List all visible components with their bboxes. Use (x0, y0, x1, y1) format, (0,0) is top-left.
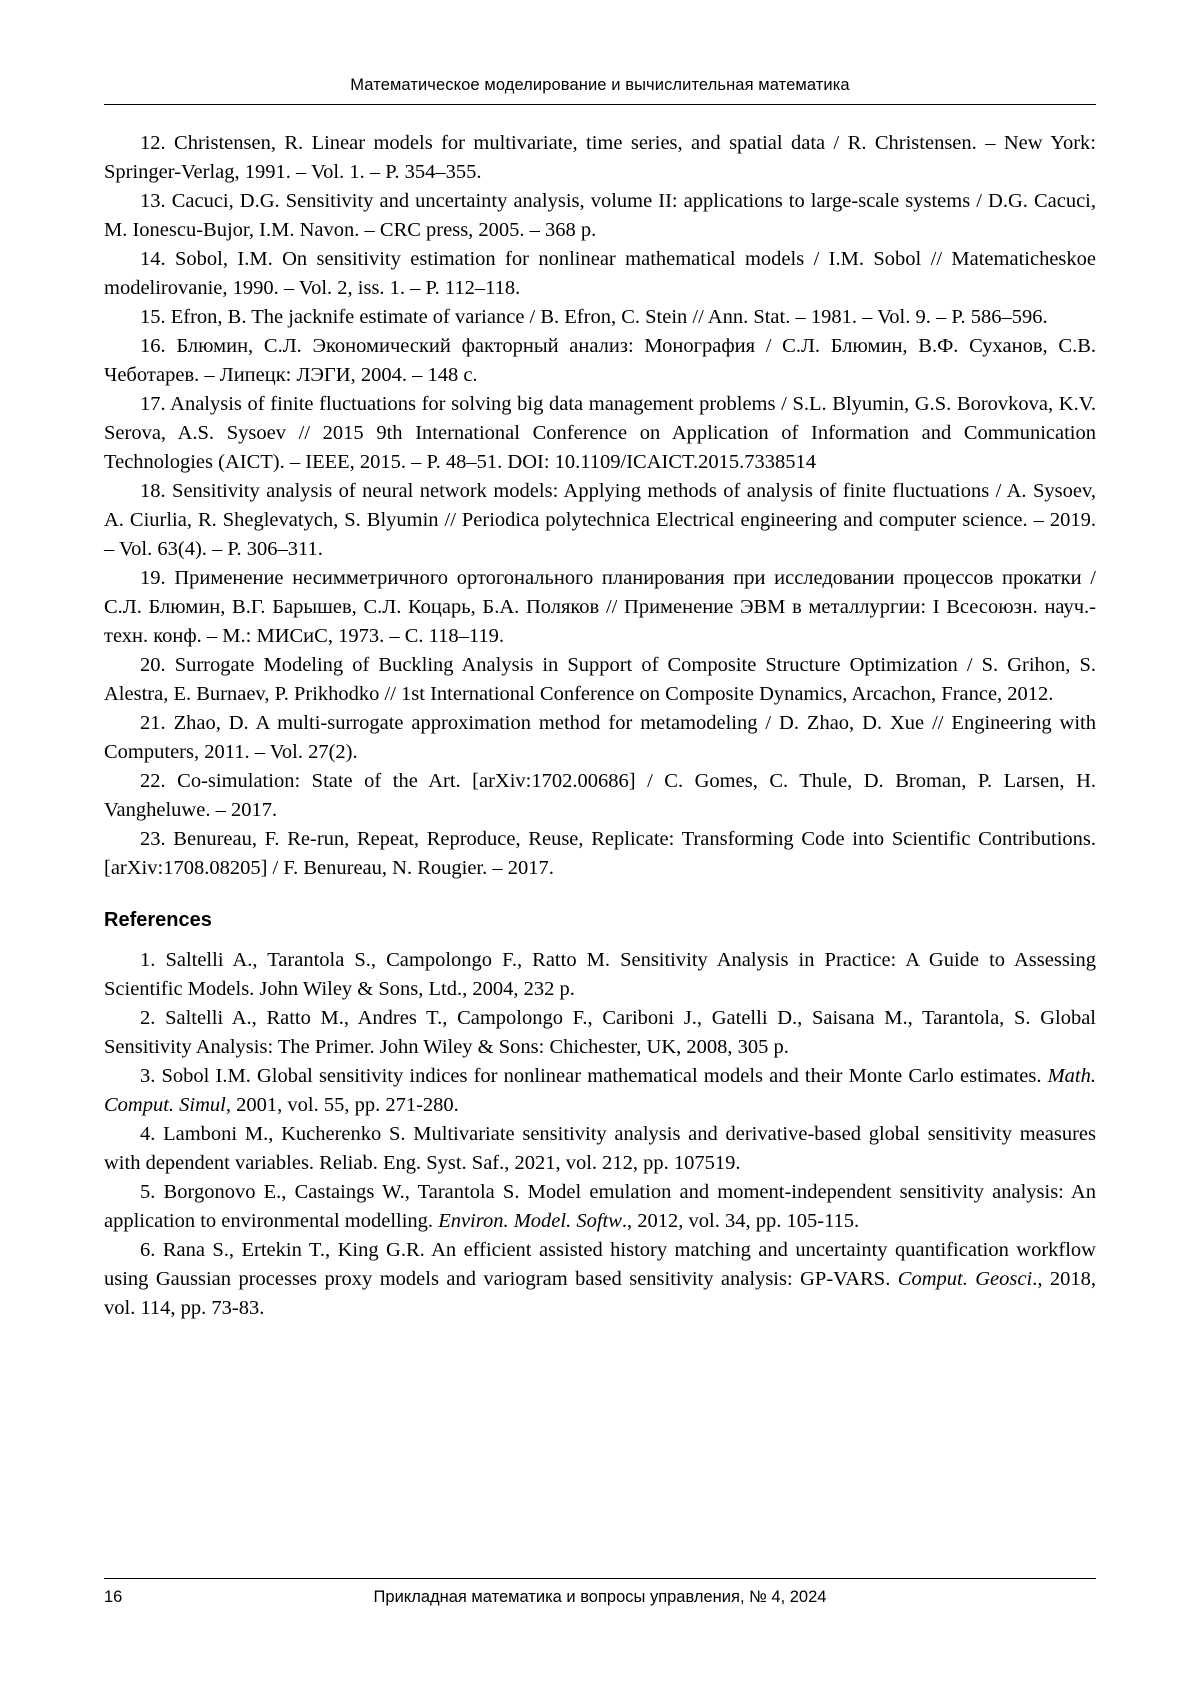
reference-text: 6. Rana S., Ertekin T., King G.R. An efficient assisted history matching and uncertainty quantification workflow using Gaussian processes proxy models and variogram based sensitivity analysis: GP-VARS. (104, 1239, 1096, 1290)
page-number: 16 (104, 1588, 123, 1606)
bibliography-entry: 15. Efron, B. The jacknife estimate of variance / B. Efron, C. Stein // Ann. Stat. – 1981. – Vol. 9. – P. 586–596. (140, 306, 1048, 328)
journal-line: Прикладная математика и вопросы управления, № 4, 2024 (373, 1588, 827, 1606)
page-content (104, 0, 1096, 1323)
running-head: Математическое моделирование и вычислительная математика (350, 76, 850, 94)
bibliography-list (104, 129, 1096, 883)
reference-entry (104, 1004, 1096, 1062)
reference-text: 1. Saltelli A., Tarantola S., Campolongo F., Ratto M. Sensitivity Analysis in Practice: A Guide to Assessing Scientific Models. John Wiley & Sons, Ltd., 2004, 232 p. (104, 949, 1096, 1000)
reference-text-tail: ., 2012, vol. 34, pp. 105-115. (621, 1210, 860, 1232)
bibliography-entry: 22. Co-simulation: State of the Art. [arXiv:1702.00686] / C. Gomes, C. Thule, D. Broman, P. Larsen, H. Vangheluwe. – 2017. (104, 770, 1096, 821)
reference-text: 5. Borgonovo E., Castaings W., Tarantola S. Model emulation and moment-independent sensitivity analysis: An application to environmental modelling. (104, 1181, 1096, 1232)
bibliography-entry: 17. Analysis of finite fluctuations for solving big data management problems / S.L. Blyumin, G.S. Borovkova, K.V. Serova, A.S. Sysoev // 2015 9th International Conference on Application of Information and Communication Technologies (AICT). – IEEE, 2015. – P. 48–51. DOI: 10.1109/ICAICT.2015.7338514 (104, 393, 1096, 473)
reference-entry (104, 1236, 1096, 1323)
reference-text: 3. Sobol I.M. Global sensitivity indices for nonlinear mathematical models and their Monte Carlo estimates. (140, 1065, 1048, 1087)
bibliography-entry: 18. Sensitivity analysis of neural network models: Applying methods of analysis of finite fluctuations / A. Sysoev, A. Ciurlia, R. Sheglevatych, S. Blyumin // Periodica polytechnica Electrical engineering and computer science. – 2019. – Vol. 63(4). – P. 306–311. (104, 480, 1096, 560)
bibliography-entry: 13. Cacuci, D.G. Sensitivity and uncertainty analysis, volume II: applications to large-scale systems / D.G. Cacuci, M. Ionescu-Bujor, I.M. Navon. – CRC press, 2005. – 368 p. (104, 190, 1096, 241)
footer-rule (104, 1578, 1096, 1579)
references-heading: References (104, 909, 212, 931)
references-list (104, 946, 1096, 1323)
reference-entry (104, 1178, 1096, 1236)
reference-entry (104, 1062, 1096, 1120)
reference-text: 2. Saltelli A., Ratto M., Andres T., Campolongo F., Cariboni J., Gatelli D., Saisana M., Tarantola, S. Global Sensitivity Analysis: The Primer. John Wiley & Sons: Chichester, UK, 2008, 305 p. (104, 1007, 1096, 1058)
reference-text: 4. Lamboni M., Kucherenko S. Multivariate sensitivity analysis and derivative-based global sensitivity measures with dependent variables. Reliab. Eng. Syst. Saf., 2021, vol. 212, pp. 107519. (104, 1123, 1096, 1174)
bibliography-entry: 23. Benureau, F. Re-run, Repeat, Reproduce, Reuse, Replicate: Transforming Code into Scientific Contributions. [arXiv:1708.08205] / F. Benureau, N. Rougier. – 2017. (104, 828, 1096, 879)
header-rule (104, 104, 1096, 105)
bibliography-entry: 12. Christensen, R. Linear models for multivariate, time series, and spatial data / R. Christensen. – New York: Springer-Verlag, 1991. – Vol. 1. – P. 354–355. (104, 132, 1096, 183)
bibliography-entry: 16. Блюмин, С.Л. Экономический факторный анализ: Монография / С.Л. Блюмин, В.Ф. Суханов, С.В. Чеботарев. – Липецк: ЛЭГИ, 2004. – 148 с. (104, 335, 1096, 386)
page-footer (104, 1578, 1096, 1612)
reference-text-tail: ., 2018, vol. 114, pp. 73-83. (104, 1268, 1097, 1319)
bibliography-entry: 20. Surrogate Modeling of Buckling Analysis in Support of Composite Structure Optimization / S. Grihon, S. Alestra, E. Burnaev, P. Prikhodko // 1st International Conference on Composite Dynamics, Arcachon, France, 2012. (104, 654, 1096, 705)
reference-journal: Math. Comput. Simul (104, 1065, 1096, 1116)
footer-row (104, 1588, 1096, 1612)
reference-text-tail: , 2001, vol. 55, pp. 271-280. (225, 1094, 459, 1116)
reference-journal: Environ. Model. Softw (438, 1210, 622, 1232)
bibliography-entry: 19. Применение несимметричного ортогонального планирования при исследовании процессов прокатки / С.Л. Блюмин, В.Г. Барышев, С.Л. Коцарь, Б.А. Поляков // Применение ЭВМ в металлургии: I Всесоюзн. науч.-техн. конф. – М.: МИСиС, 1973. – С. 118–119. (104, 567, 1096, 647)
bibliography-entry: 21. Zhao, D. A multi-surrogate approximation method for metamodeling / D. Zhao, D. Xue // Engineering with Computers, 2011. – Vol. 27(2). (104, 712, 1096, 763)
bibliography-entry: 14. Sobol, I.M. On sensitivity estimation for nonlinear mathematical models / I.M. Sobol // Matematicheskoe modelirovanie, 1990. – Vol. 2, iss. 1. – P. 112–118. (104, 248, 1096, 299)
reference-journal: Comput. Geosci (897, 1268, 1033, 1290)
reference-entry (104, 946, 1096, 1004)
reference-entry (104, 1120, 1096, 1178)
